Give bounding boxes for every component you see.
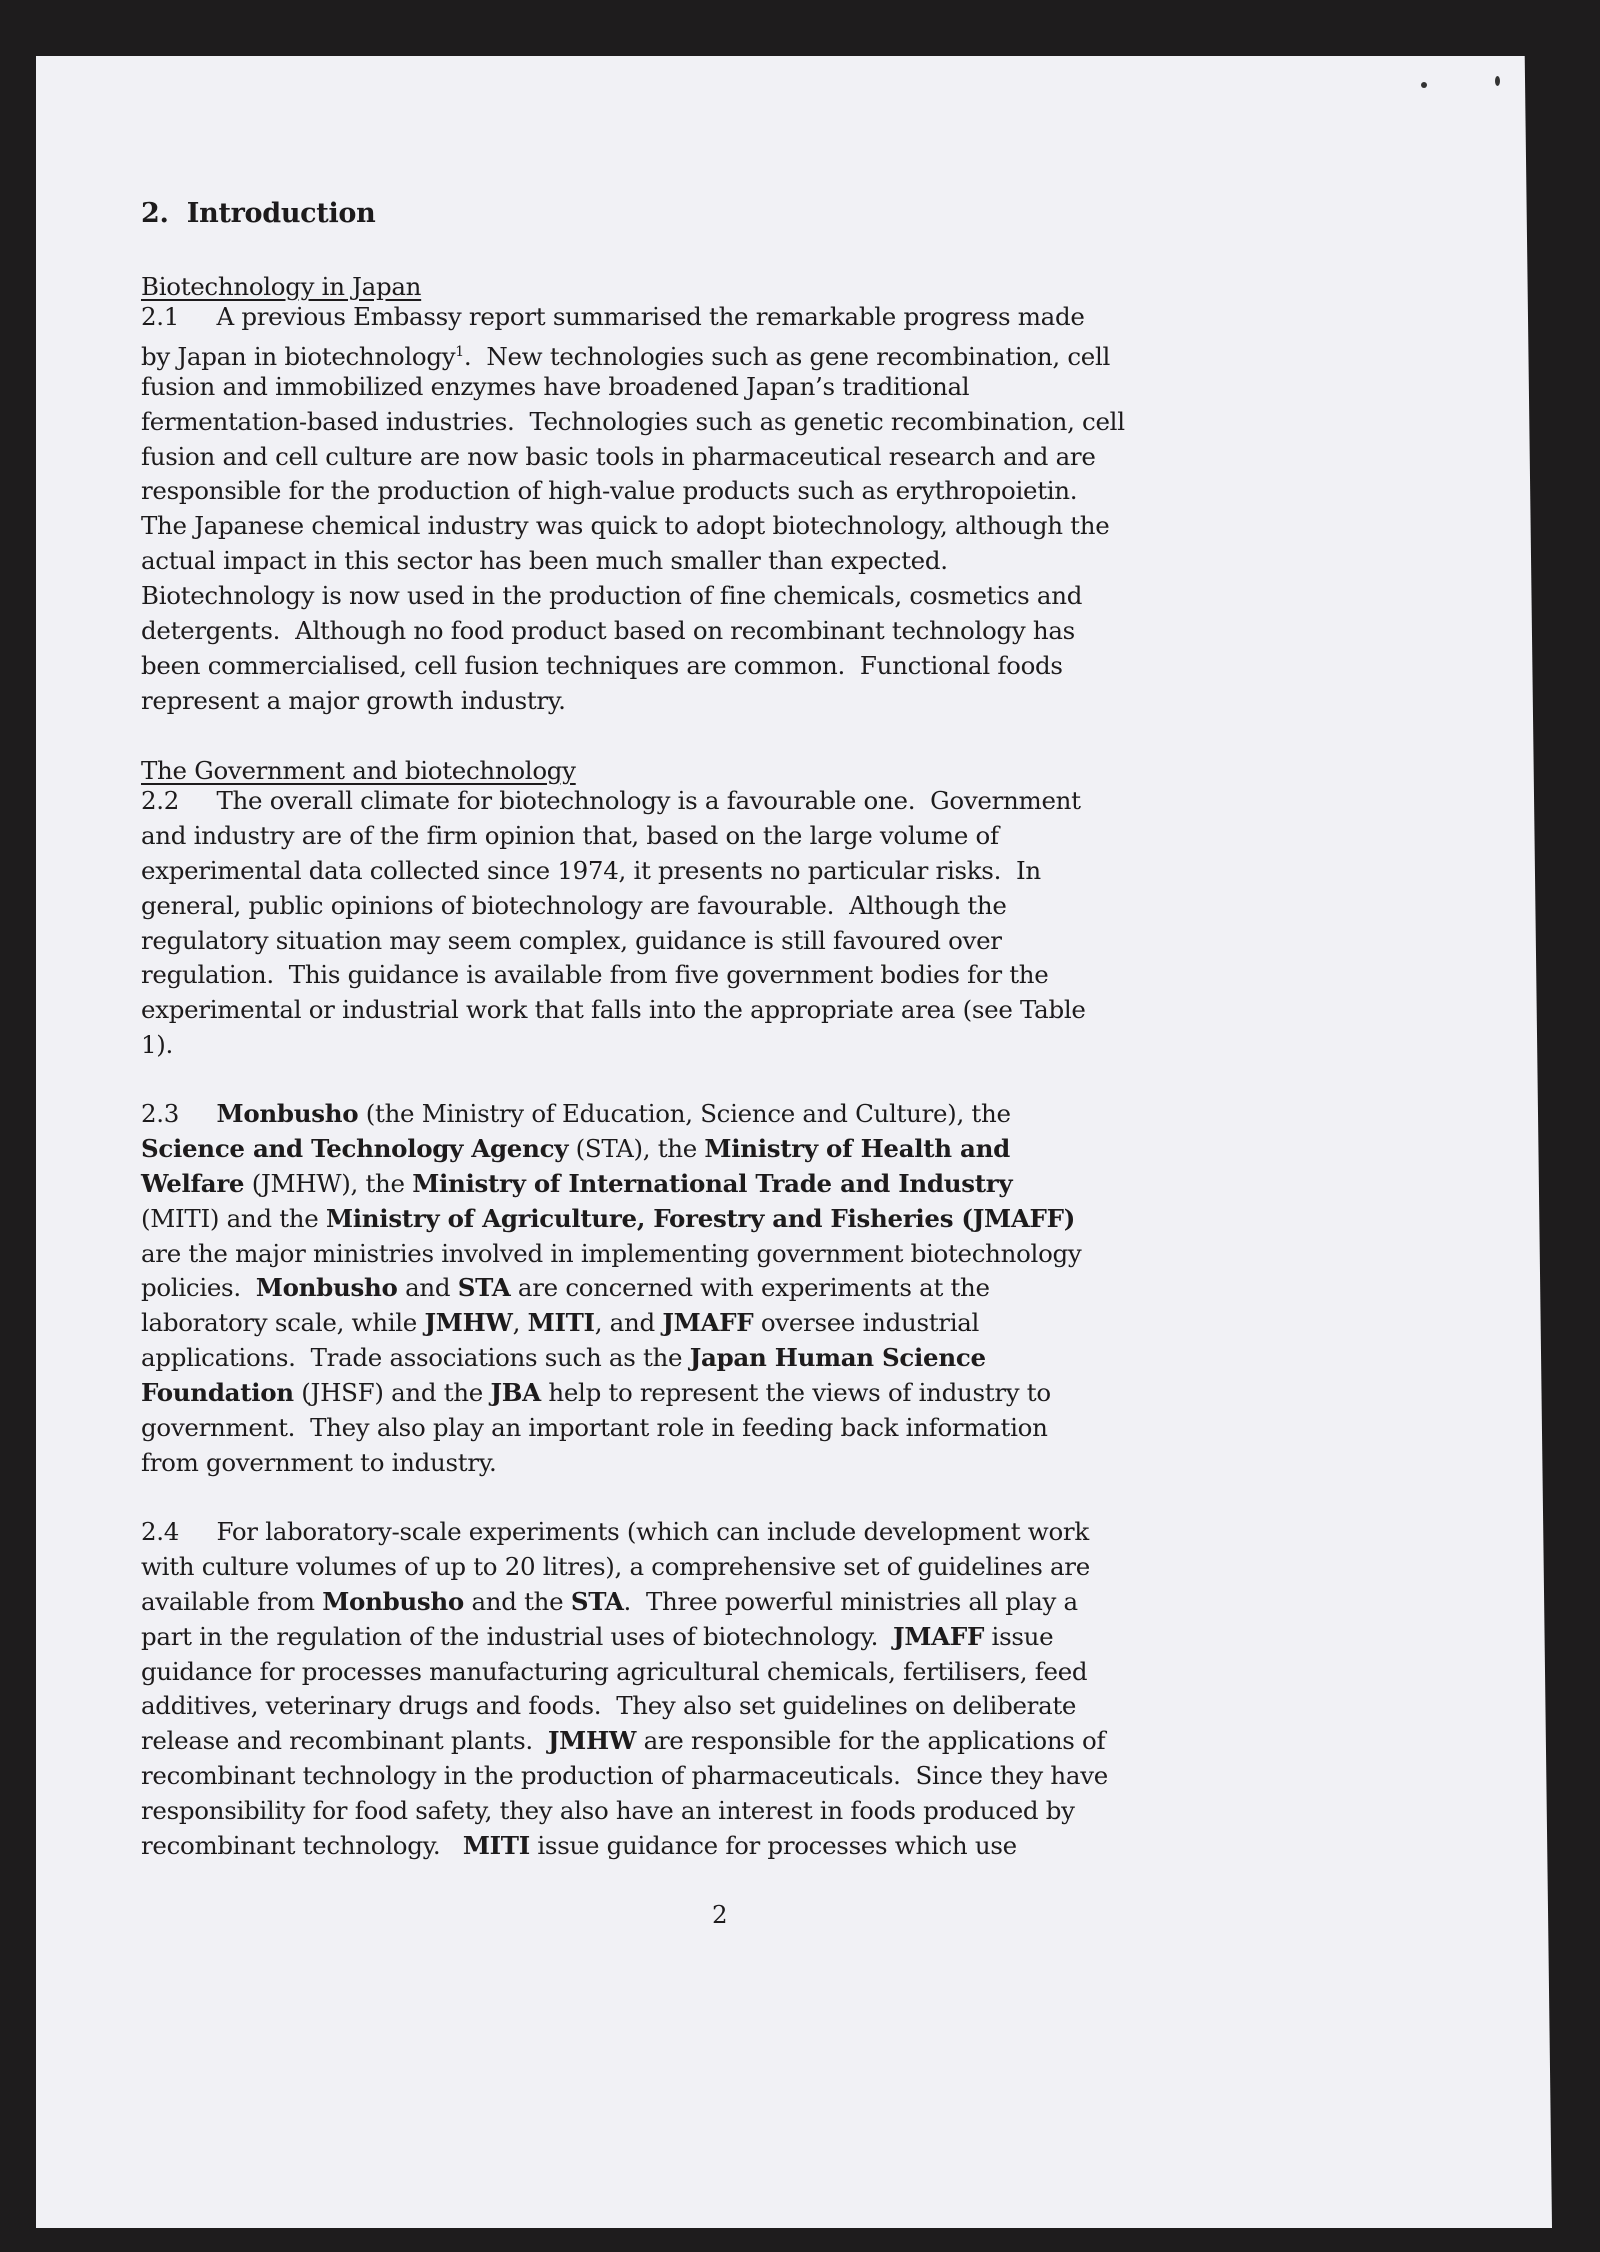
text-line <box>141 1167 1081 1202</box>
text-line <box>141 1689 1108 1724</box>
text-run: , <box>512 1308 528 1338</box>
text-line <box>141 370 1125 405</box>
text-run: fusion and immobilized enzymes have broadened Japan’s traditional <box>141 371 970 401</box>
paper-speck <box>1421 82 1427 88</box>
bold-term: Foundation <box>141 1378 294 1408</box>
text-line <box>141 924 1086 959</box>
text-run: regulation. This guidance is available from five government bodies for the <box>141 960 1049 990</box>
text-run: guidance for processes manufacturing agricultural chemicals, fertilisers, feed <box>141 1656 1088 1686</box>
bold-term: JMHW <box>547 1726 637 1756</box>
text-line <box>141 819 1086 854</box>
bold-term: Monbusho <box>322 1586 464 1616</box>
bold-term: MITI <box>527 1308 595 1338</box>
text-run: with culture volumes of up to 20 litres), a comprehensive set of guidelines are <box>141 1551 1090 1581</box>
paragraph-2-4 <box>141 1515 1108 1864</box>
text-run: responsible for the production of high-value products such as erythropoietin. <box>141 476 1078 506</box>
text-line <box>141 1028 1086 1063</box>
text-run: issue <box>984 1621 1054 1651</box>
text-line <box>141 1411 1081 1446</box>
text-run: are the major ministries involved in implementing government biotechnology <box>141 1238 1082 1268</box>
text-line <box>141 1829 1108 1864</box>
subheading-government: The Government and biotechnology <box>141 756 576 785</box>
text-line <box>141 1759 1108 1794</box>
text-line <box>141 440 1125 475</box>
text-line <box>141 889 1086 924</box>
text-run: policies. <box>141 1273 256 1303</box>
text-run: 2.4 For laboratory-scale experiments (which can include development work <box>141 1517 1089 1546</box>
text-line <box>141 958 1086 993</box>
text-run: are concerned with experiments at the <box>510 1273 990 1303</box>
text-line <box>141 1097 1081 1132</box>
text-run: (STA), the <box>568 1133 705 1163</box>
text-line <box>141 1306 1081 1341</box>
text-line <box>141 1724 1108 1759</box>
text-run: 2.2 The overall climate for biotechnology is a favourable one. Government <box>141 786 1081 815</box>
text-run: (JMHW), the <box>244 1168 413 1198</box>
text-line <box>141 1446 1081 1481</box>
paragraph-2-1 <box>141 300 1125 719</box>
paragraph-2-3 <box>141 1097 1081 1481</box>
text-run: part in the regulation of the industrial uses of biotechnology. <box>141 1621 894 1651</box>
text-run: from government to industry. <box>141 1447 497 1477</box>
text-run: general, public opinions of biotechnology are favourable. Although the <box>141 890 1007 920</box>
bold-term: STA <box>457 1273 511 1303</box>
text-run: release and recombinant plants. <box>141 1726 548 1756</box>
text-line <box>141 509 1125 544</box>
text-run: by Japan in biotechnology <box>141 342 456 372</box>
text-line <box>141 1794 1108 1829</box>
text-run: represent a major growth industry. <box>141 685 566 715</box>
text-run: The Japanese chemical industry was quick to adopt biotechnology, although the <box>141 511 1110 541</box>
text-run: 2.1 A previous Embassy report summarised the remarkable progress made <box>141 302 1085 331</box>
text-line <box>141 1237 1081 1272</box>
text-line <box>141 300 1125 335</box>
bold-term: Ministry of Health and <box>704 1133 1010 1163</box>
text-run: regulatory situation may seem complex, guidance is still favoured over <box>141 925 1002 955</box>
text-run: available from <box>141 1586 323 1616</box>
text-line <box>141 649 1125 684</box>
bold-term: Science and Technology Agency <box>141 1133 569 1163</box>
text-run: (the Ministry of Education, Science and Culture), the <box>358 1099 1011 1128</box>
text-run: and <box>397 1273 458 1303</box>
text-line <box>141 1515 1108 1550</box>
text-line <box>141 993 1086 1028</box>
footnote-ref: 1 <box>455 343 464 360</box>
text-run: . New technologies such as gene recombination, cell <box>463 342 1111 372</box>
text-run: . Three powerful ministries all play a <box>623 1586 1078 1616</box>
text-run: government. They also play an important role in feeding back information <box>141 1413 1048 1443</box>
text-line <box>141 1376 1081 1411</box>
text-run: (MITI) and the <box>141 1203 326 1233</box>
text-run: experimental or industrial work that falls into the appropriate area (see Table <box>141 995 1086 1025</box>
bold-term: JMHW <box>424 1308 513 1338</box>
text-run: Biotechnology is now used in the production of fine chemicals, cosmetics and <box>141 581 1083 611</box>
bold-term: Ministry of International Trade and Industry <box>412 1168 1013 1198</box>
text-run: fermentation-based industries. Technologies such as genetic recombination, cell <box>141 406 1125 436</box>
text-line <box>141 684 1125 719</box>
section-heading: 2. Introduction <box>141 198 376 229</box>
text-run: , and <box>594 1308 663 1338</box>
text-line <box>141 784 1086 819</box>
bold-term: Monbusho <box>216 1099 359 1128</box>
bold-term: Japan Human Science <box>689 1343 986 1373</box>
text-run: actual impact in this sector has been much smaller than expected. <box>141 546 948 576</box>
text-run: are responsible for the applications of <box>636 1726 1106 1756</box>
text-run: detergents. Although no food product based on recombinant technology has <box>141 616 1075 646</box>
text-run: experimental data collected since 1974, it presents no particular risks. In <box>141 855 1041 885</box>
text-line <box>141 1271 1081 1306</box>
subheading-biotech-japan: Biotechnology in Japan <box>141 272 422 301</box>
text-line <box>141 1202 1081 1237</box>
text-run: applications. Trade associations such as the <box>141 1343 690 1373</box>
bold-term: Ministry of Agriculture, Forestry and Fisheries (JMAFF) <box>325 1203 1076 1233</box>
text-run: fusion and cell culture are now basic tools in pharmaceutical research and are <box>141 441 1096 471</box>
text-run: oversee industrial <box>753 1308 980 1338</box>
text-line <box>141 1620 1108 1655</box>
text-line <box>141 474 1125 509</box>
bold-term: STA <box>570 1586 624 1616</box>
text-line <box>141 1132 1081 1167</box>
text-run: been commercialised, cell fusion techniques are common. Functional foods <box>141 650 1063 680</box>
text-line <box>141 614 1125 649</box>
text-line <box>141 544 1125 579</box>
text-line <box>141 335 1125 370</box>
text-line <box>141 854 1086 889</box>
page-number: 2 <box>712 1900 728 1929</box>
text-run: responsibility for food safety, they also have an interest in foods produced by <box>141 1796 1075 1826</box>
text-line <box>141 405 1125 440</box>
text-line <box>141 1585 1108 1620</box>
text-run: additives, veterinary drugs and foods. They also set guidelines on deliberate <box>141 1691 1077 1721</box>
text-run: issue guidance for processes which use <box>529 1831 1017 1861</box>
text-run: help to represent the views of industry to <box>540 1378 1051 1408</box>
paper-speck <box>1495 76 1500 86</box>
bold-term: JMAFF <box>893 1621 985 1651</box>
bold-term: Monbusho <box>255 1273 398 1303</box>
text-line <box>141 1655 1108 1690</box>
text-run: and industry are of the firm opinion that, based on the large volume of <box>141 820 999 850</box>
text-line <box>141 579 1125 614</box>
text-run: laboratory scale, while <box>141 1308 425 1338</box>
text-run: 2.3 <box>141 1099 217 1128</box>
text-line <box>141 1550 1108 1585</box>
bold-term: JMAFF <box>662 1308 754 1338</box>
text-run: recombinant technology. <box>141 1831 463 1861</box>
bold-term: Welfare <box>141 1168 245 1198</box>
bold-term: MITI <box>462 1831 530 1861</box>
text-run: recombinant technology in the production of pharmaceuticals. Since they have <box>141 1761 1108 1791</box>
paragraph-2-2 <box>141 784 1086 1063</box>
bold-term: JBA <box>490 1378 541 1408</box>
text-run: (JHSF) and the <box>293 1378 491 1408</box>
text-run: and the <box>463 1586 571 1616</box>
text-line <box>141 1341 1081 1376</box>
text-run: 1). <box>141 1030 174 1060</box>
